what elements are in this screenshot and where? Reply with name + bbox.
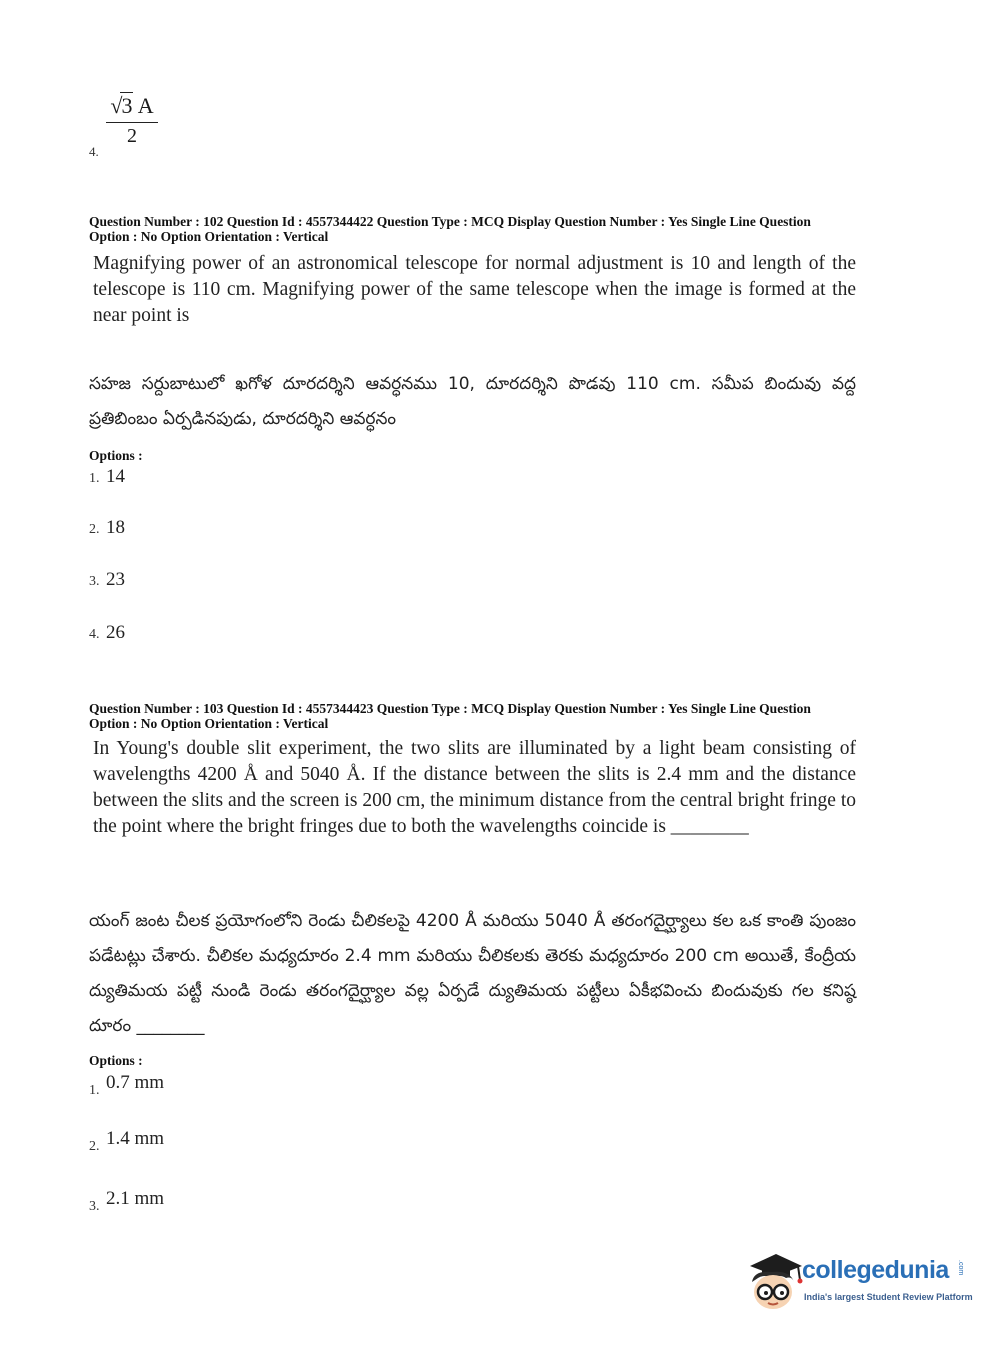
q103-option-3[interactable] [89,1188,164,1215]
sqrt-symbol-icon: √ [110,93,123,118]
q103-question-english: In Young's double slit experiment, the two slits are illuminated by a light beam consisting of wavelengths 4200 Å and 5040 Å. If the distance between the slits is 2.4 mm and the distance between the slits and the screen is 200 cm, the minimum distance from the central bright fringe to the point where the bright fringes due to both the wavelengths coincide is ________ [93,738,856,837]
q102-meta-line2: Option : No Option Orientation : Vertical [89,229,329,244]
option-value: 1.4 mm [106,1128,165,1149]
option-number: 2. [89,1139,100,1154]
q102-option-1[interactable] [89,466,125,488]
logo-brand-text: collegedunia [802,1256,949,1284]
q103-options-label: Options : [89,1053,143,1068]
option-number: 2. [89,522,100,537]
student-mascot-icon [742,1252,804,1314]
option-number: 3. [89,574,100,589]
fraction-option [106,92,158,149]
option-value: 23 [106,569,125,590]
logo-domain-suffix: .com [957,1260,964,1276]
q103-meta-line1: Question Number : 103 Question Id : 4557344423 Question Type : MCQ Display Question Number : Yes Single Line Question [89,701,811,716]
q102-option-4[interactable] [89,622,125,644]
q103-question-telugu: యంగ్ జంట చీలక ప్రయోగంలోని రెండు చీలికలపై 4200 Å మరియు 5040 Å తరంగదైర్ఘ్యాలు కల ఒక కాంతి పుంజం పడేటట్లు చేశారు. చీలికల మధ్యదూరం 2.4 mm మరియు చీలికలకు తెరకు మధ్యదూరం 200 cm అయితే, కేంద్రీయ ద్యుతిమయ పట్టీ నుండి రెండు తరంగదైర్ఘ్యాల వల్ల ఏర్పడే ద్యుతిమయ పట్టీలు ఏకీభవించు బిందువుకు గల కనిష్ఠ దూరం ________ [89,911,856,1036]
collegedunia-logo[interactable] [742,1252,972,1314]
q102-question-telugu: సహజ సర్దుబాటులో ఖగోళ దూరదర్శిని ఆవర్ధనము 10, దూరదర్శిని పొడవు 110 cm. సమీప బిందువు వద్ద ప్రతిబింబం ఏర్పడినపుడు, దూరదర్శిని ఆవర్ధనం [89,374,856,429]
option-value: 0.7 mm [106,1072,165,1093]
option-value: 18 [106,517,125,538]
prev-option-number: 4. [89,144,99,159]
q103-meta-line2: Option : No Option Orientation : Vertical [89,716,329,731]
option-number: 4. [89,627,100,642]
option-value: 2.1 mm [106,1188,165,1209]
q102-option-2[interactable] [89,517,125,539]
numerator-suffix: A [137,93,154,118]
option-number: 3. [89,1199,100,1214]
option-number: 1. [89,1083,100,1098]
denominator: 2 [127,125,137,147]
option-number: 1. [89,471,100,486]
q103-option-1[interactable] [89,1072,164,1099]
option-value: 26 [106,622,125,643]
q103-option-2[interactable] [89,1128,164,1155]
q102-option-3[interactable] [89,569,125,591]
q102-meta-line1: Question Number : 102 Question Id : 4557344422 Question Type : MCQ Display Question Number : Yes Single Line Question [89,214,811,229]
numerator-radicand: 3 [121,93,133,118]
option-value: 14 [106,466,125,487]
logo-tagline: India's largest Student Review Platform [804,1292,973,1302]
q102-question-english: Magnifying power of an astronomical telescope for normal adjustment is 10 and length of the telescope is 110 cm. Magnifying power of the same telescope when the image is formed at the near point is [93,253,856,326]
q102-options-label: Options : [89,448,143,463]
